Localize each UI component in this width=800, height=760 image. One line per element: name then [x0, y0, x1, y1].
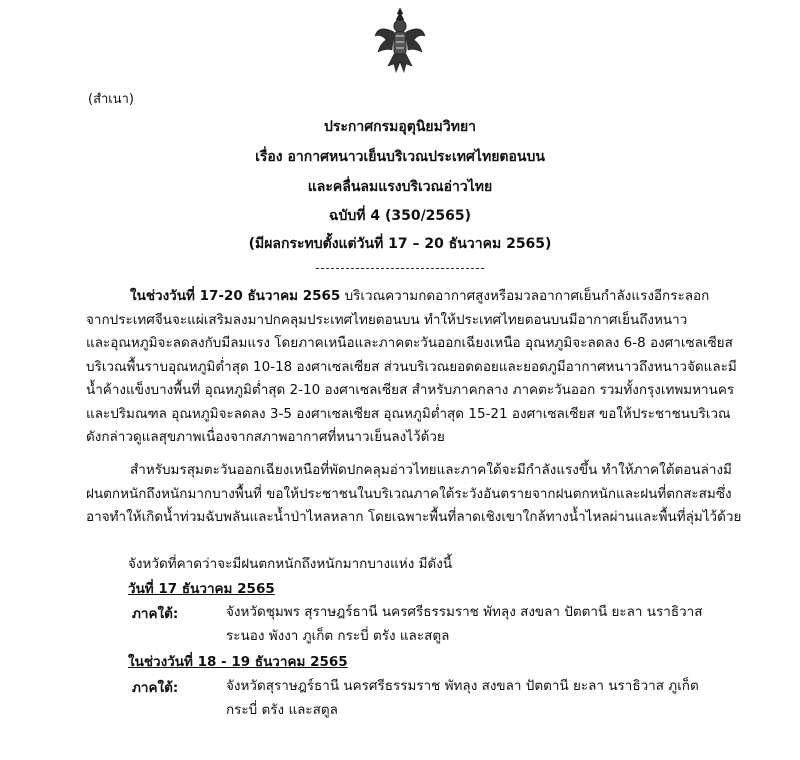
forecast-date-1: วันที่ 17 ธันวาคม 2565 [128, 581, 275, 597]
paragraph-line: ดังกล่าวดูแลสุขภาพเนื่องจากสภาพอากาศที่หนาวเย็นลงไว้ด้วย [86, 429, 445, 445]
announcement-subject-cont: และคลื่นลมแรงบริเวณอ่าวไทย [307, 179, 493, 195]
paragraph-line: อาจทำให้เกิดน้ำท่วมฉับพลันและน้ำป่าไหลหลาก โดยเฉพาะพื้นที่ลาดเชิงเขาใกล้ทางน้ำไหลผ่านและพื้นที่ลุ่มไว้ด้วย [86, 509, 742, 525]
paragraph-cold-weather [86, 285, 752, 450]
forecast-region-2: ภาคใต้: [132, 680, 179, 696]
province-line: กระบี่ ตรัง และสตูล [226, 702, 338, 718]
paragraph-line: สำหรับมรสุมตะวันออกเฉียงเหนือที่พัดปกคลุมอ่าวไทยและภาคใต้จะมีกำลังแรงขึ้น ทำให้ภาคใต้ตอนล่างมี [130, 462, 732, 478]
paragraph-monsoon [86, 459, 752, 530]
announcement-subject: เรื่อง อากาศหนาวเย็นบริเวณประเทศไทยตอนบน [255, 149, 545, 165]
period-highlight: ในช่วงวันที่ 17-20 ธันวาคม 2565 [130, 288, 341, 304]
announcement-issue: ฉบับที่ 4 (350/2565) [328, 208, 472, 224]
copy-label: (สำเนา) [88, 92, 135, 107]
garuda-emblem-icon [372, 6, 428, 78]
forecast-provinces-2 [226, 674, 756, 722]
paragraph-line: และปริมณฑล อุณหภูมิจะลดลง 3-5 องศาเซลเซียส อุณหภูมิต่ำสุด 15-21 องศาเซลเซียส ขอให้ประชาชนบริเวณ [86, 405, 731, 422]
forecast-provinces-1 [226, 600, 756, 648]
province-line: จังหวัดชุมพร สุราษฎร์ธานี นครศรีธรรมราช พัทลุง สงขลา ปัตตานี ยะลา นราธิวาส [226, 604, 703, 620]
paragraph-line: ในช่วงวันที่ 17-20 ธันวาคม 2565 บริเวณความกดอากาศสูงหรือมวลอากาศเย็นกำลังแรงอีกระลอก [130, 288, 710, 304]
paragraph-line: ฝนตกหนักถึงหนักมากบางพื้นที่ ขอให้ประชาชนในบริเวณภาคใต้ระวังอันตรายจากฝนตกหนักและฝนที่ตกสะสมซึ่ง [86, 485, 732, 502]
title-divider [316, 268, 484, 269]
forecast-date-2: ในช่วงวันที่ 18 - 19 ธันวาคม 2565 [128, 654, 348, 670]
paragraph-line: น้ำค้างแข็งบางพื้นที่ อุณหภูมิต่ำสุด 2-10 องศาเซลเซียส สำหรับภาคกลาง ภาคตะวันออก รวมทั้งกรุงเทพมหานคร [86, 382, 735, 398]
announcement-effective-dates: (มีผลกระทบตั้งแต่วันที่ 17 – 20 ธันวาคม 2565) [248, 236, 552, 252]
announcement-title: ประกาศกรมอุตุนิยมวิทยา [323, 119, 477, 135]
province-line: ระนอง พังงา ภูเก็ต กระบี่ ตรัง และสตูล [226, 628, 450, 644]
forecast-region-1: ภาคใต้: [132, 606, 179, 622]
province-line: จังหวัดสุราษฎร์ธานี นครศรีธรรมราช พัทลุง สงขลา ปัตตานี ยะลา นราธิวาส ภูเก็ต [226, 678, 699, 694]
paragraph-line: จากประเทศจีนจะแผ่เสริมลงมาปกคลุมประเทศไทยตอนบน ทำให้ประเทศไทยตอนบนมีอากาศเย็นถึงหนาว [86, 311, 688, 328]
paragraph-line: และอุณหภูมิจะลดลงกับมีลมแรง โดยภาคเหนือและภาคตะวันออกเฉียงเหนือ อุณหภูมิจะลดลง 6-8 องศาเซลเซียส [86, 335, 733, 351]
forecast-lead: จังหวัดที่คาดว่าจะมีฝนตกหนักถึงหนักมากบางแห่ง มีดังนี้ [128, 556, 453, 572]
paragraph-line: บริเวณพื้นราบอุณหภูมิต่ำสุด 10-18 องศาเซลเซียส ส่วนบริเวณยอดดอยและยอดภูมีอากาศหนาวถึงหนาวจัดและมี [86, 358, 737, 375]
